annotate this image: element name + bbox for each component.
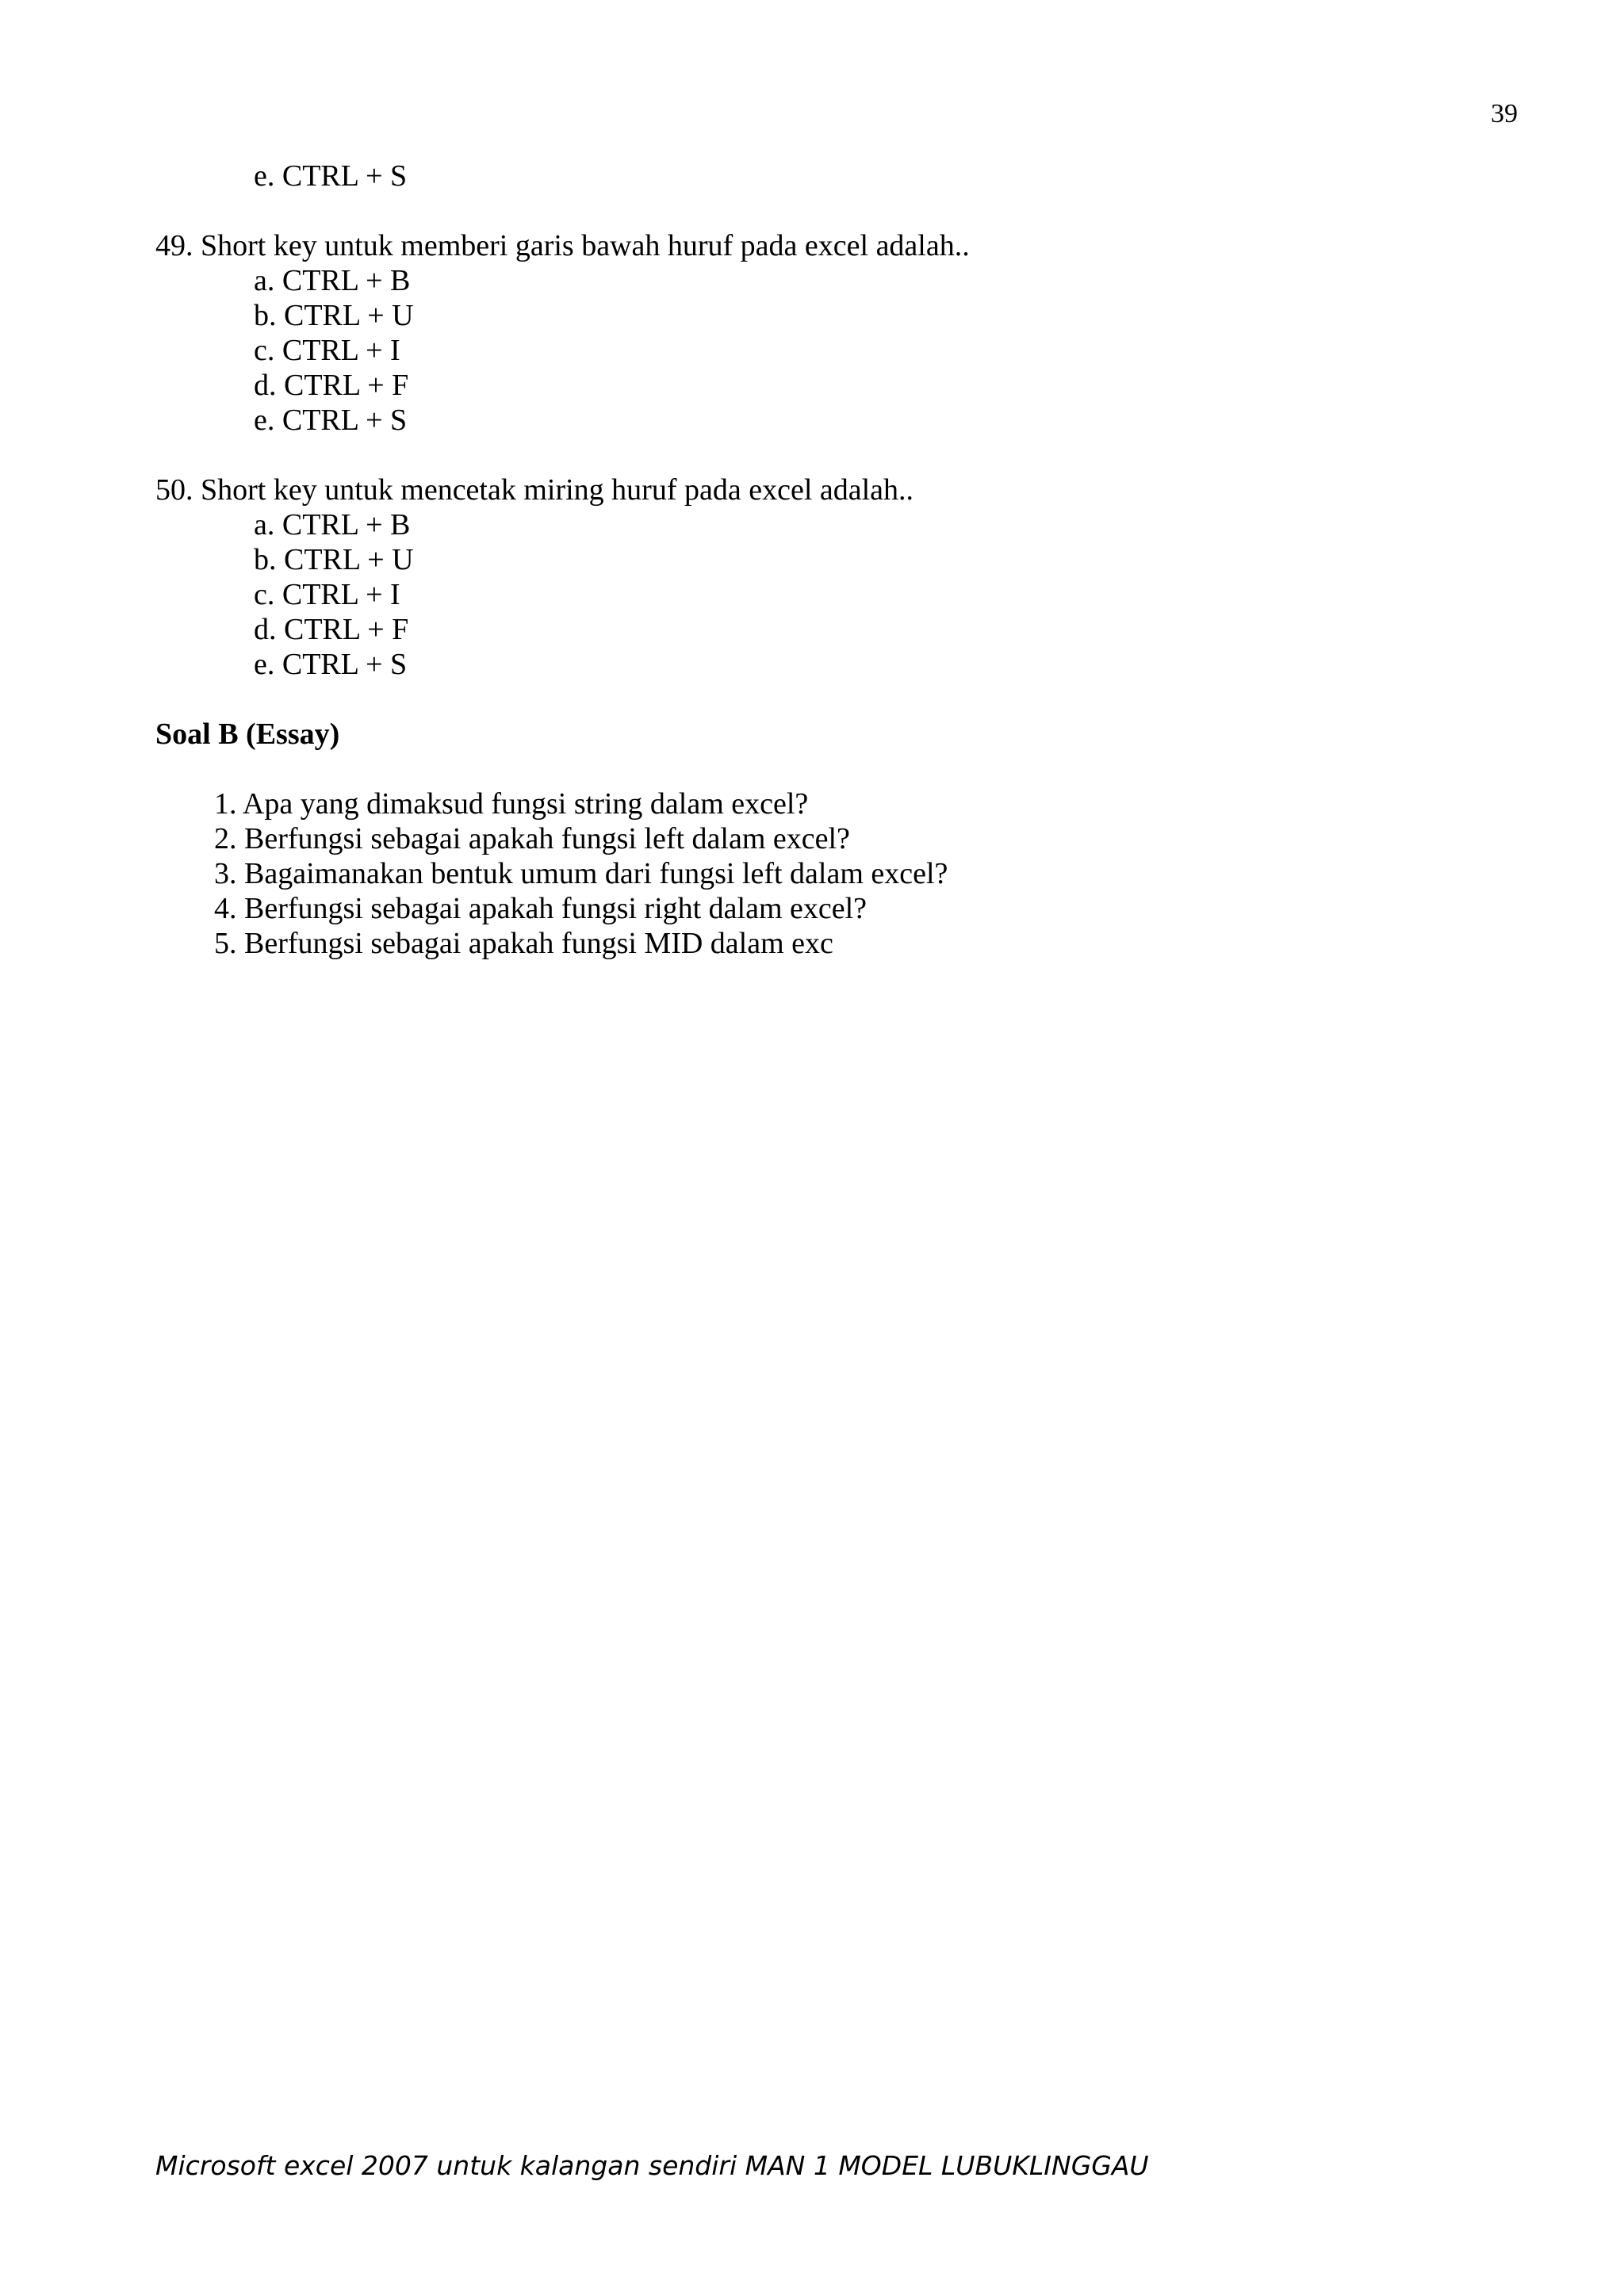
question-text: 50. Short key untuk mencetak miring huruf pada excel adalah.. <box>155 473 914 507</box>
question-block <box>155 473 1503 682</box>
essay-item: 4. Berfungsi sebagai apakah fungsi right dalam excel? <box>214 892 868 925</box>
option-item: a. CTRL + B <box>254 508 411 541</box>
option-item: b. CTRL + U <box>254 543 414 576</box>
essay-list <box>155 786 1503 961</box>
spacer <box>155 752 1503 786</box>
essay-item: 5. Berfungsi sebagai apakah fungsi MID dalam exc <box>214 927 833 960</box>
question-text: 49. Short key untuk memberi garis bawah huruf pada excel adalah.. <box>155 229 970 262</box>
spacer <box>155 193 1503 228</box>
page-number: 39 <box>1491 99 1518 128</box>
option-item: c. CTRL + I <box>254 578 400 611</box>
option-item: a. CTRL + B <box>254 264 411 297</box>
option-item: b. CTRL + U <box>254 299 414 332</box>
document-body <box>155 159 1503 961</box>
question-block <box>155 228 1503 438</box>
essay-item: 1. Apa yang dimaksud fungsi string dalam excel? <box>214 787 809 821</box>
spacer <box>155 682 1503 717</box>
option-item: e. CTRL + S <box>254 159 408 193</box>
option-item: d. CTRL + F <box>254 369 409 402</box>
option-item: d. CTRL + F <box>254 613 409 646</box>
option-item: e. CTRL + S <box>254 404 408 437</box>
essay-item: 3. Bagaimanakan bentuk umum dari fungsi left dalam excel? <box>214 857 948 890</box>
section-title: Soal B (Essay) <box>155 718 340 751</box>
option-item: c. CTRL + I <box>254 334 400 367</box>
essay-item: 2. Berfungsi sebagai apakah fungsi left dalam excel? <box>214 822 850 855</box>
option-item: e. CTRL + S <box>254 648 408 681</box>
spacer <box>155 438 1503 473</box>
page-footer: Microsoft excel 2007 untuk kalangan sendiri MAN 1 MODEL LUBUKLINGGAU <box>155 2150 1149 2181</box>
